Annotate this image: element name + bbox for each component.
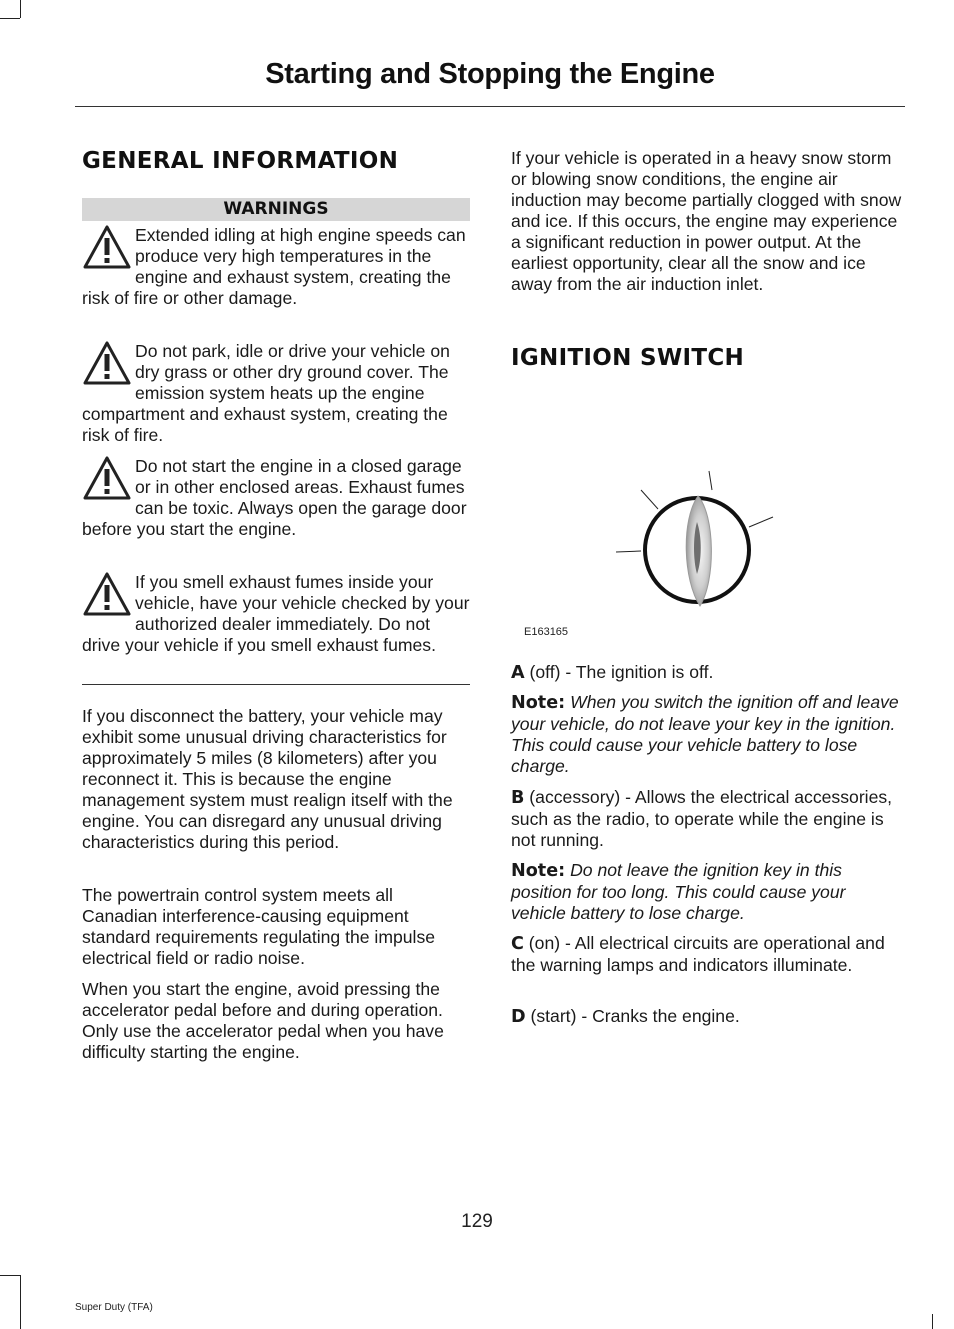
position-letter: D bbox=[511, 1007, 526, 1027]
accelerator-paragraph: When you start the engine, avoid pressing the accelerator pedal before and during operation. Only use the accelerator pedal when you have difficulty starting the engine. bbox=[82, 979, 444, 1062]
general-information-heading: GENERAL INFORMATION bbox=[82, 148, 399, 174]
warning-triangle-icon bbox=[82, 455, 132, 501]
note-text: Do not leave the ignition key in this position for too long. This could cause your vehicle battery to lose charge. bbox=[511, 860, 846, 923]
note-1 bbox=[511, 692, 903, 777]
crop-mark bbox=[0, 18, 20, 19]
note-label: Note: bbox=[511, 861, 566, 881]
position-c bbox=[511, 933, 903, 976]
position-text: (start) - Cranks the engine. bbox=[525, 1006, 740, 1026]
warning-text: Do not park, idle or drive your vehicle on dry grass or other dry ground cover. The emission system heats up the engine compartment and exhaust system, creating the risk of fire. bbox=[82, 341, 450, 445]
position-d bbox=[511, 1006, 903, 1028]
crop-mark bbox=[0, 1275, 20, 1276]
position-text: (off) - The ignition is off. bbox=[524, 662, 714, 682]
warning-triangle-icon bbox=[82, 224, 132, 270]
ignition-switch-figure bbox=[511, 440, 903, 645]
page-number: 129 bbox=[461, 1211, 493, 1232]
position-letter: B bbox=[511, 788, 525, 808]
crop-mark bbox=[20, 1275, 21, 1329]
position-letter: A bbox=[511, 663, 525, 683]
warning-text: If you smell exhaust fumes inside your vehicle, have your vehicle checked by your authorized dealer immediately. Do not drive your vehicle if you smell exhaust fumes. bbox=[82, 572, 470, 655]
position-text: (accessory) - Allows the electrical accessories, such as the radio, to operate while the engine is not running. bbox=[511, 787, 893, 850]
warning-1 bbox=[82, 225, 470, 309]
snow-paragraph: If your vehicle is operated in a heavy snow storm or blowing snow conditions, the engine air induction may become partially clogged with snow and ice. If this occurs, the engine may experience a significant reduction in power output. At the earliest opportunity, clear all the snow and ice away from the air induction inlet. bbox=[511, 148, 902, 294]
warnings-bar: WARNINGS bbox=[82, 198, 470, 221]
position-text: (on) - All electrical circuits are operational and the warning lamps and indicators illuminate. bbox=[511, 933, 885, 975]
warnings-divider bbox=[82, 684, 470, 685]
warning-3 bbox=[82, 456, 470, 540]
warning-text: Do not start the engine in a closed garage or in other enclosed areas. Exhaust fumes can be toxic. Always open the garage door before you start the engine. bbox=[82, 456, 467, 539]
ignition-switch-diagram bbox=[511, 440, 903, 620]
note-2 bbox=[511, 860, 903, 924]
crop-mark bbox=[20, 0, 21, 18]
page-title: Starting and Stopping the Engine bbox=[265, 58, 715, 90]
note-text: When you switch the ignition off and leave your vehicle, do not leave your key in the ignition. This could cause your vehicle battery to lose charge. bbox=[511, 692, 899, 776]
title-divider bbox=[75, 106, 905, 107]
crop-mark bbox=[932, 1314, 933, 1329]
powertrain-paragraph: The powertrain control system meets all Canadian interference-causing equipment standard requirements regulating the impulse electrical field or radio noise. bbox=[82, 885, 436, 968]
battery-paragraph: If you disconnect the battery, your vehicle may exhibit some unusual driving characteristics for approximately 5 miles (8 kilometers) after you reconnect it. This is because the engine management system must realign itself with the engine. You can disregard any unusual driving characteristics during this period. bbox=[82, 706, 453, 852]
warning-triangle-icon bbox=[82, 571, 132, 617]
note-label: Note: bbox=[511, 693, 566, 713]
warning-text: Extended idling at high engine speeds can produce very high temperatures in the engine and exhaust system, creating the risk of fire or other damage. bbox=[82, 225, 466, 308]
figure-code: E163165 bbox=[524, 626, 569, 638]
warning-triangle-icon bbox=[82, 340, 132, 386]
position-letter: C bbox=[511, 934, 524, 954]
warning-4 bbox=[82, 572, 470, 656]
position-b bbox=[511, 787, 903, 851]
warning-2 bbox=[82, 341, 470, 446]
footer-model: Super Duty (TFA) bbox=[75, 1302, 153, 1313]
ignition-switch-heading: IGNITION SWITCH bbox=[511, 345, 745, 371]
position-a bbox=[511, 662, 903, 684]
